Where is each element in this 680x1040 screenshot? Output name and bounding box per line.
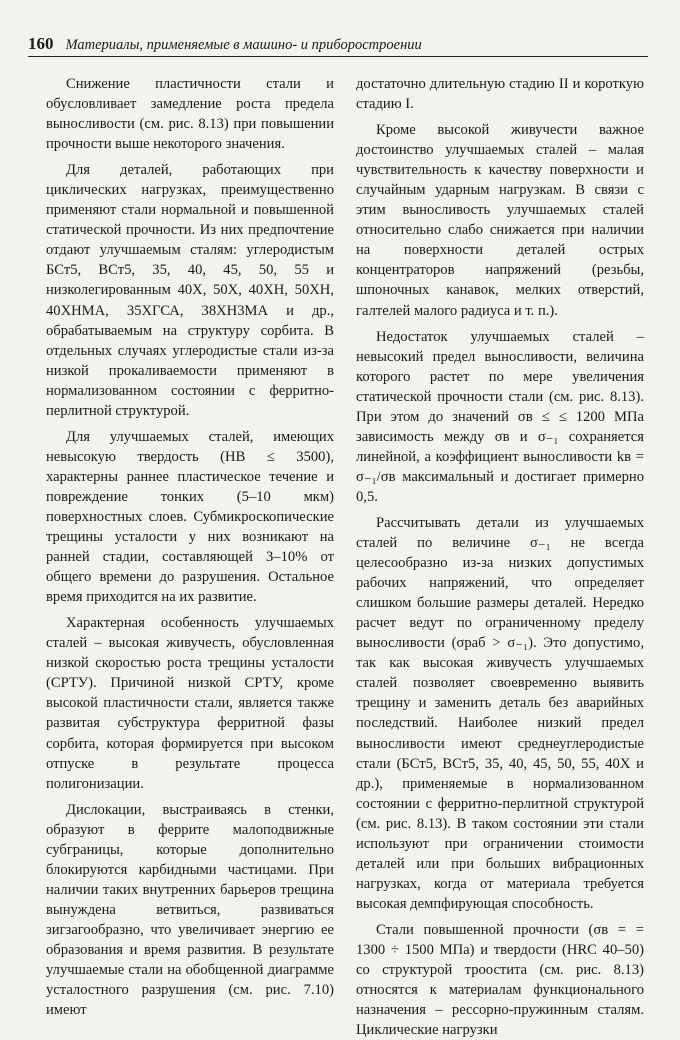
text-columns <box>46 74 644 1040</box>
running-title: Материалы, применяемые в машино- и приборостроении <box>65 37 422 53</box>
left-paragraph-5: Дислокации, выстраиваясь в стенки, образуют в феррите малоподвижные субграницы, которые дополнительно блокируются карбидными частицами. При наличии таких внутренних барьеров трещина вынуждена ветвиться, развиваться зигзагообразно, что увеличивает энергию ее образования и время развития. В результате улучшаемые стали на обобщенной диаграмме усталостного разрушения (см. рис. 7.10) имеют <box>46 801 334 1019</box>
right-paragraph-5: Стали повышенной прочности (σв = = 1300 ÷ 1500 МПа) и твердости (HRC 40–50) со структурой троостита (см. рис. 8.13) относятся к материалам функционального назначения – рессорно-пружинным сталям. Циклические нагрузки <box>356 921 644 1039</box>
left-paragraph-3: Для улучшаемых сталей, имеющих невысокую твердость (HB ≤ 3500), характерны раннее пластическое течение и повреждение тонких (5–10 мкм) поверхностных слоев. Субмикроскопические трещины усталости у них возникают на ранней стадии, составляющей 3–10% от общего времени до разрушения. Остальное время приходится на их развитие. <box>46 428 334 606</box>
right-paragraph-3: Недостаток улучшаемых сталей – невысокий предел выносливости, величина которого растет по мере увеличения статической прочности стали (см. рис. 8.13). При этом до значений σв ≤ ≤ 1200 МПа зависимость между σв и σ₋₁ сохраняется линейной, а коэффициент выносливости kв = σ₋₁/σв максимальный и достигает примерно 0,5. <box>356 328 644 505</box>
left-paragraph-4: Характерная особенность улучшаемых сталей – высокая живучесть, обусловленная низкой скоростью роста трещины усталости (СРТУ). Причиной низкой СРТУ, кроме высокой пластичности стали, является также развитая субструктура ферритной фазы сорбита, которая формируется при высоком отпуске в результате процесса полигонизации. <box>46 615 334 792</box>
running-header <box>28 34 648 54</box>
page-number: 160 <box>28 34 54 53</box>
right-paragraph-2: Кроме высокой живучести важное достоинство улучшаемых сталей – малая чувствительность к качеству поверхности и случайным ударным нагрузкам. В связи с этим выносливость улучшаемых сталей относительно слабо снижается при наличии на поверхности деталей острых концентраторов напряжений (резьбы, шпоночных канавок, мелких отверстий, галтелей малого радиуса и т. п.). <box>356 122 644 319</box>
left-paragraph-2: Для деталей, работающих при циклических нагрузках, преимущественно применяют стали нормальной и повышенной статической прочности. Из них предпочтение отдают улучшаемым сталям: углеродистым БСт5, ВСт5, 35, 40, 45, 50, 55 и низколегированным 40Х, 50Х, 40ХН, 50ХН, 40ХНМА, 35ХГСА, 38ХН3МА и др., обрабатываемым на структуру сорбита. В отдельных случаях углеродистые стали из-за низкой прокаливаемости применяют в нормализованном состоянии с ферритно-перлитной структурой. <box>46 162 334 419</box>
right-paragraph-1: достаточно длительную стадию II и короткую стадию I. <box>356 76 644 113</box>
left-column <box>46 74 334 1040</box>
header-rule <box>28 56 648 57</box>
right-paragraph-4: Рассчитывать детали из улучшаемых сталей по величине σ₋₁ не всегда целесообразно из-за низких допустимых рабочих напряжений, что определяет слишком большие размеры деталей. Нередко расчет ведут по ограниченному пределу выносливости (σраб > σ₋₁). Это допустимо, так как высокая живучесть улучшаемых сталей позволяет своевременно выявить трещину и заменить деталь без аварийных последствий. Наиболее низкий предел выносливости имеют среднеуглеродистые стали (БСт5, ВСт5, 35, 40, 45, 50, 55, 40Х и др.), применяемые в нормализованном состоянии с ферритно-перлитной структурой (см. рис. 8.13). В таком состоянии эти стали используют при ограничении стоимости деталей или при больших вибрационных нагрузках, когда от материала требуется высокая демпфирующая способность. <box>356 514 644 912</box>
right-column <box>356 74 644 1040</box>
left-paragraph-1: Снижение пластичности стали и обусловливает замедление роста предела выносливости (см. рис. 8.13) при повышении прочности выше некоторого значения. <box>46 76 334 153</box>
